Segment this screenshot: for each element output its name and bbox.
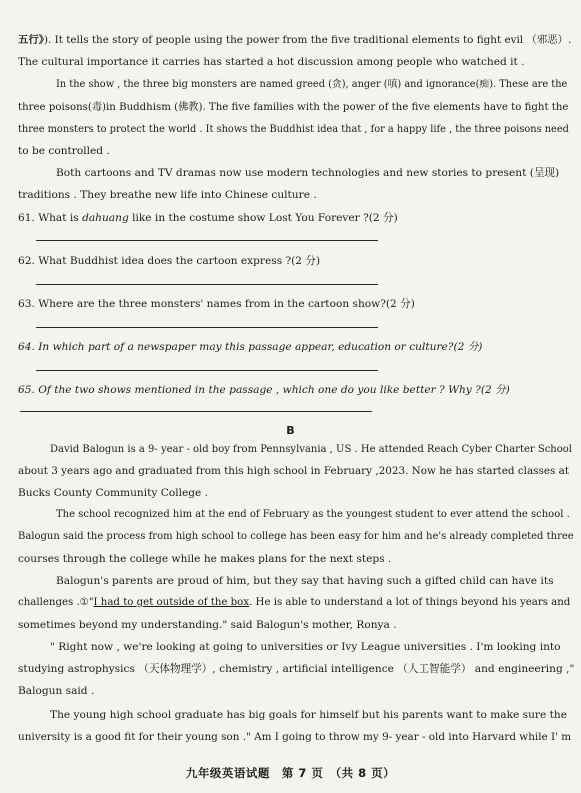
- passage-line: challenges .①"I had to get outside of the box. He is able to understand a lot of things beyond his years and: [18, 597, 571, 608]
- question-62: 62. What Buddhist idea does the cartoon express ?(2 分): [18, 255, 321, 267]
- passage-line: university is a good fit for their young son ." Am I going to throw my 9- year - old into Harvard while I' m: [18, 731, 572, 743]
- question-61: 61. What is dahuang like in the costume show Lost You Forever ?(2 分): [18, 212, 398, 224]
- answer-line-63[interactable]: [36, 327, 378, 328]
- passage-line: sometimes beyond my understanding." said Balogun's mother, Ronya .: [18, 619, 397, 631]
- passage-line: Both cartoons and TV dramas now use modern technologies and new stories to present (呈现): [56, 167, 560, 179]
- passage-line: to be controlled .: [18, 145, 110, 157]
- passage-line: three monsters to protect the world . It shows the Buddhist idea that , for a happy life , the three poisons need: [18, 124, 569, 135]
- answer-line-61[interactable]: [36, 240, 378, 241]
- passage-line: The cultural importance it carries has started a hot discussion among people who watched it .: [18, 56, 525, 68]
- page-footer: 九年级英语试题 第 7 页 （共 8 页）: [185, 766, 396, 780]
- passage-line: 五行》). It tells the story of people using the power from the five traditional elements to fight evil （邪恶）.: [18, 34, 572, 46]
- question-63: 63. Where are the three monsters' names from in the cartoon show?(2 分): [18, 298, 415, 310]
- passage-line: traditions . They breathe new life into Chinese culture .: [18, 189, 317, 201]
- answer-line-65[interactable]: [20, 411, 372, 412]
- question-65: 65. Of the two shows mentioned in the passage , which one do you like better ? Why ?(2 分): [18, 384, 510, 396]
- passage-line: David Balogun is a 9- year - old boy from Pennsylvania , US . He attended Reach Cyber Charter School: [50, 444, 572, 455]
- passage-line: Balogun's parents are proud of him, but they say that having such a gifted child can have its: [56, 575, 554, 587]
- passage-line: In the show , the three big monsters are named greed (贪), anger (嗔) and ignorance(痴). These are the: [56, 79, 568, 90]
- passage-line: studying astrophysics （天体物理学）, chemistry , artificial intelligence （人工智能学） and engineering ,": [18, 663, 575, 675]
- passage-line: three poisons(毒)in Buddhism (佛教). The five families with the power of the five elements have to fight the: [18, 102, 569, 113]
- answer-line-64[interactable]: [36, 370, 378, 371]
- passage-line: The young high school graduate has big goals for himself but his parents want to make sure the: [50, 709, 567, 721]
- question-64: 64. In which part of a newspaper may this passage appear, education or culture?(2 分): [18, 341, 483, 353]
- passage-line: courses through the college while he makes plans for the next steps .: [18, 553, 392, 565]
- underlined-sentence-1: I had to get outside of the box: [93, 597, 250, 608]
- passage-line: about 3 years ago and graduated from this high school in February ,2023. Now he has started classes at: [18, 465, 569, 477]
- answer-line-62[interactable]: [36, 284, 378, 285]
- passage-line: Balogun said .: [18, 685, 95, 697]
- passage-line: The school recognized him at the end of February as the youngest student to ever attend the school .: [56, 509, 570, 520]
- passage-line: Bucks County Community College .: [18, 487, 209, 499]
- passage-line: Balogun said the process from high school to college has been easy for him and he's already completed three: [18, 531, 574, 542]
- section-heading: B: [286, 424, 295, 437]
- passage-line: " Right now , we're looking at going to universities or Ivy League universities . I'm looking into: [50, 641, 561, 653]
